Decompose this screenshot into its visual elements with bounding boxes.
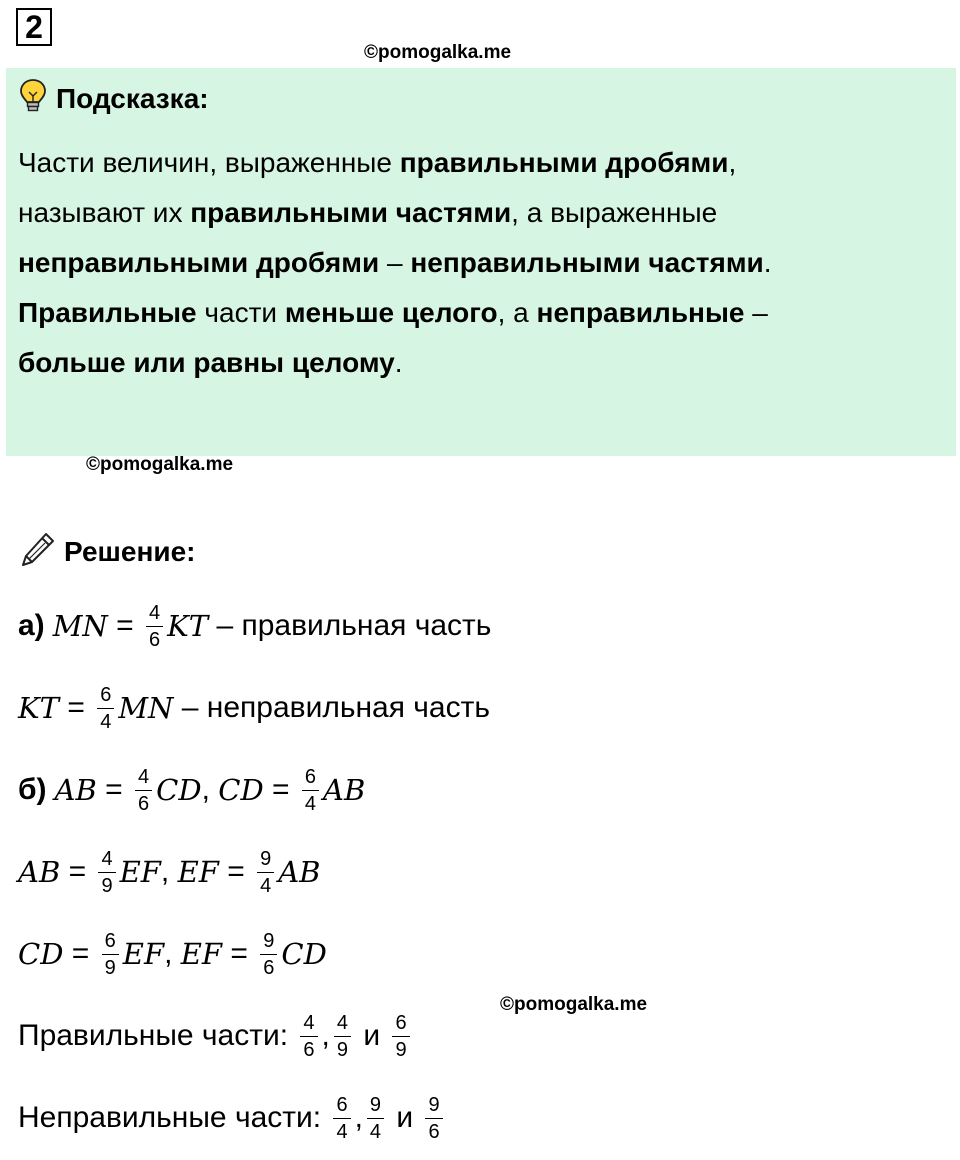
numerator: 4 — [334, 1010, 351, 1037]
solution-line — [18, 840, 320, 904]
numerator: 9 — [257, 846, 274, 873]
numerator: 9 — [425, 1092, 442, 1119]
watermark: ©pomogalka.me — [86, 454, 234, 475]
math-variable: AB — [54, 773, 97, 807]
hint-text — [18, 138, 938, 388]
math-variable: AB — [278, 855, 321, 889]
bold-term: неправильные — [536, 297, 745, 328]
math-variable: EF — [122, 937, 165, 971]
numerator: 4 — [300, 1010, 317, 1037]
hint-heading — [18, 78, 209, 120]
text-fragment: . — [763, 247, 772, 278]
pencil-icon — [18, 529, 58, 576]
text-fragment: = — [263, 773, 298, 806]
text-fragment: называют их — [18, 197, 191, 228]
text-fragment: части — [196, 297, 285, 328]
hint-line — [18, 138, 938, 188]
text-fragment: , — [321, 1019, 330, 1052]
text-fragment: , — [164, 937, 181, 970]
text-fragment: , — [201, 773, 219, 806]
numerator: 6 — [102, 928, 119, 955]
bold-term: неправильными дробями — [18, 247, 380, 278]
fraction — [425, 1092, 442, 1145]
numerator: 6 — [392, 1010, 409, 1037]
lightbulb-icon — [18, 78, 48, 121]
fraction — [334, 1010, 351, 1063]
fraction — [102, 928, 119, 981]
numerator: 6 — [333, 1092, 350, 1119]
fraction — [98, 846, 115, 899]
denominator: 9 — [395, 1038, 407, 1061]
text-fragment: – неправильная часть — [173, 691, 490, 724]
item-label: а) — [18, 609, 45, 642]
numerator: 6 — [97, 682, 114, 709]
math-variable: EF — [119, 855, 161, 889]
text-fragment: = — [59, 691, 94, 724]
fraction — [302, 764, 319, 817]
numerator: 9 — [260, 928, 277, 955]
fraction — [392, 1010, 409, 1063]
math-variable: AB — [323, 773, 366, 807]
text-fragment: – — [744, 297, 768, 328]
fraction — [97, 682, 114, 735]
numerator: 9 — [367, 1092, 384, 1119]
math-variable: MN — [118, 691, 174, 725]
math-variable: AB — [18, 855, 61, 889]
text-fragment: = — [96, 773, 131, 806]
hint-title: Подсказка: — [56, 83, 209, 114]
hint-line — [18, 238, 938, 288]
denominator: 4 — [369, 1120, 382, 1143]
denominator: 9 — [336, 1038, 348, 1061]
hint-line — [18, 288, 938, 338]
denominator: 6 — [263, 956, 275, 979]
bold-term: неправильными частями — [410, 247, 764, 278]
denominator: 6 — [428, 1120, 440, 1143]
math-variable: CD — [281, 937, 327, 971]
hint-line — [18, 188, 938, 238]
text-fragment: = — [63, 937, 98, 970]
math-variable: KT — [18, 691, 60, 725]
math-variable: CD — [18, 937, 64, 971]
text-fragment: , а — [497, 297, 537, 328]
bold-term: правильными дробями — [399, 147, 729, 178]
fraction — [146, 600, 163, 653]
solution-line — [18, 1004, 414, 1068]
numerator: 6 — [302, 764, 319, 791]
numerator: 4 — [146, 600, 163, 627]
fraction — [260, 928, 277, 981]
text-fragment: Части величин, выраженные — [18, 147, 400, 178]
math-variable: KT — [167, 609, 209, 643]
hint-line — [18, 338, 938, 388]
text-fragment: Неправильные части: — [18, 1101, 330, 1134]
item-label: б) — [18, 773, 47, 806]
fraction — [135, 764, 152, 817]
denominator: 4 — [304, 792, 317, 815]
text-fragment: , — [728, 147, 737, 178]
watermark: ©pomogalka.me — [364, 42, 512, 63]
text-fragment: = — [107, 609, 142, 642]
denominator: 6 — [138, 792, 150, 815]
text-fragment: , а выраженные — [511, 197, 718, 228]
text-fragment: – правильная часть — [208, 609, 492, 642]
denominator: 4 — [260, 874, 272, 897]
math-variable: EF — [177, 855, 219, 889]
solution-heading — [18, 530, 195, 574]
text-fragment: . — [394, 347, 403, 378]
text-fragment: = — [222, 937, 257, 970]
text-fragment: и — [388, 1101, 422, 1134]
text-fragment: – — [379, 247, 411, 278]
math-variable: CD — [218, 773, 264, 807]
fraction — [257, 846, 274, 899]
bold-term: больше или равны целому — [18, 347, 395, 378]
solution-line — [18, 594, 491, 658]
text-fragment: = — [60, 855, 95, 888]
text-fragment: = — [218, 855, 254, 888]
fraction — [333, 1092, 350, 1145]
solution-title: Решение: — [64, 536, 196, 567]
fraction — [367, 1092, 384, 1145]
math-variable: EF — [180, 937, 223, 971]
math-variable: CD — [156, 773, 202, 807]
task-number: 2 — [16, 8, 52, 46]
fraction — [300, 1010, 317, 1063]
solution-line — [18, 676, 490, 740]
numerator: 4 — [135, 764, 152, 791]
text-fragment: , — [354, 1101, 363, 1134]
denominator: 9 — [101, 874, 113, 897]
bold-term: правильными частями — [190, 197, 512, 228]
solution-line — [18, 758, 365, 822]
bold-term: Правильные — [18, 297, 197, 328]
solution-line — [18, 1086, 447, 1150]
solution-line — [18, 922, 327, 986]
bold-term: меньше целого — [284, 297, 498, 328]
numerator: 4 — [98, 846, 115, 873]
denominator: 6 — [303, 1038, 315, 1061]
denominator: 6 — [148, 628, 161, 651]
text-fragment: и — [355, 1019, 389, 1052]
denominator: 4 — [336, 1120, 348, 1143]
text-fragment: Правильные части: — [18, 1019, 297, 1052]
denominator: 4 — [100, 710, 112, 733]
watermark: ©pomogalka.me — [500, 994, 648, 1015]
denominator: 9 — [104, 956, 116, 979]
text-fragment: , — [160, 855, 178, 888]
math-variable: MN — [52, 609, 108, 643]
